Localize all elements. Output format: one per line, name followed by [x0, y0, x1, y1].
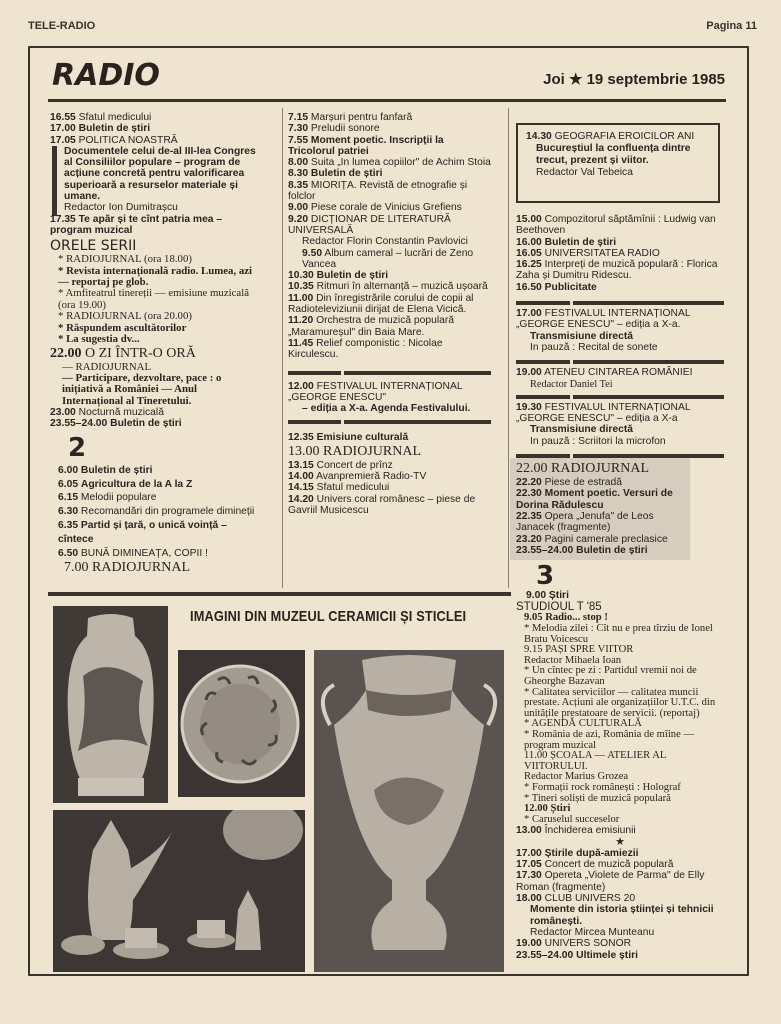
item-title: FESTIVALUL INTERNAȚIONAL „GEORGE ENESCU" – ediția a X-a.	[516, 308, 691, 331]
schedule-item	[516, 534, 684, 545]
schedule-item	[58, 288, 256, 311]
festival-1930	[516, 402, 724, 425]
ateneu-redactor: Redactor Daniel Tei	[530, 378, 613, 390]
item-time: 12.00	[288, 380, 314, 392]
item-text: Buletin de știri	[544, 236, 617, 248]
item-text: * Calitatea serviciilor — calitatea muncii prestate. Acțiuni ale organizațiilor U.T.C. din unitățile prestatoare de servicii. (reportaj)	[524, 686, 716, 719]
amphora-photo	[314, 650, 504, 972]
item-text: Pagini camerale preclasice	[544, 533, 668, 545]
schedule-item	[288, 135, 491, 158]
program2-column-right	[516, 214, 724, 961]
schedule-item	[288, 460, 491, 471]
festival-1200	[288, 381, 491, 404]
item-time: 17.05	[516, 859, 542, 871]
item-text: Buletin de știri	[576, 544, 648, 556]
item-time: 6.15	[58, 492, 79, 504]
festival-1700-pause: In pauză : Recital de sonete	[530, 341, 658, 353]
item-time: 9.20	[288, 213, 309, 225]
section-name: TELE-RADIO	[28, 20, 96, 32]
section-rule	[288, 371, 491, 375]
item-text: Sfatul medicului	[78, 112, 152, 123]
title-rule	[48, 99, 726, 102]
item-time: 16.00	[516, 236, 542, 248]
item-time: 10.35	[288, 281, 314, 293]
item-title: O ZI ÎNTR-O ORĂ	[85, 345, 196, 361]
item-text: 9.15 PAȘI SPRE VIITOR	[524, 644, 634, 656]
item-text: Buletin de știri	[78, 123, 151, 135]
schedule-item	[288, 338, 491, 361]
schedule-item	[516, 893, 724, 904]
item-time: 10.30	[288, 270, 314, 282]
item-text: DICȚIONAR DE LITERATURĂ UNIVERSALĂ	[288, 213, 451, 236]
schedule-item	[288, 281, 491, 292]
schedule-item	[58, 334, 256, 345]
item-title: ATENEU CINTAREA ROMÂNIEI	[544, 367, 693, 379]
museum-title: IMAGINI DIN MUZEUL CERAMICII ȘI STICLEI	[190, 608, 467, 625]
item-text: MIORIȚA. Revistă de etnografie și folclor	[288, 179, 468, 203]
item-text: 12.00 Știri	[524, 803, 571, 815]
item-text: Închiderea emisiunii	[544, 825, 636, 837]
schedule-item	[516, 259, 724, 282]
vase-image	[53, 606, 168, 803]
item-text: Buletin de știri	[110, 418, 182, 430]
item-text: Ritmuri în alternanță – muzică ușoară	[316, 281, 488, 293]
program2-number: 2	[68, 432, 87, 463]
schedule-item	[50, 407, 256, 418]
item-text: Opera „Jenufa" de Leos Janacek (fragmente)	[516, 510, 654, 534]
schedule-item	[58, 505, 256, 519]
column-divider	[282, 108, 283, 588]
item-text: * RADIOJURNAL (ora 20.00)	[58, 310, 192, 323]
item-time: 16.50	[516, 281, 542, 293]
schedule-item	[288, 214, 491, 237]
item-text: 9.05 Radio... stop !	[524, 612, 608, 624]
item-text: Relief componistic : Nicolae Kirculescu.	[288, 337, 443, 361]
schedule-item	[50, 418, 256, 429]
item-text: Buletin de știri	[80, 464, 153, 476]
item-time: 22.30	[516, 488, 542, 500]
item-text: Orchestra de muzică populară „Maramureșul" din Baia Mare.	[288, 315, 455, 338]
schedule-item	[516, 511, 684, 534]
item-text: POLITICA NOASTRĂ	[78, 134, 178, 146]
item-time: 17.00	[50, 123, 76, 135]
item-time: 17.00	[516, 308, 542, 320]
stiri-900: 9.00 Știri	[526, 590, 569, 602]
item-time: 13.00	[516, 825, 542, 837]
program3-number: 3	[536, 561, 555, 592]
item-text: Suita „In lumea copiilor" de Achim Stoia	[310, 157, 491, 169]
item-time: 6.00	[58, 464, 79, 476]
item-text: * Un cîntec pe zi : Partidul vremii noi de Gheorghe Bazavan	[524, 665, 697, 687]
plate-photo	[178, 650, 305, 797]
item-text: * La sugestia dv...	[58, 333, 140, 346]
item-time: 6.30	[58, 506, 79, 518]
item-text: * România de azi, România de mîine — program muzical	[524, 728, 695, 751]
item-text: UNIVERSITATEA RADIO	[544, 247, 660, 259]
item-text: Moment poetic. Inscripții la Tricolorul patriei	[288, 134, 444, 157]
item-text: Buletin de știri	[316, 270, 389, 282]
museum-rule	[48, 592, 511, 596]
item-time: 19.30	[516, 401, 542, 413]
item-text: * Formații rock românești : Holograf	[524, 781, 681, 793]
radiojurnal-2200: 22.00 RADIOJURNAL	[516, 461, 649, 477]
schedule-item	[58, 464, 256, 478]
item-time: 17.05	[50, 134, 76, 146]
item-time: 6.50	[58, 547, 79, 559]
festival-1700	[516, 308, 724, 331]
section-rule	[516, 301, 724, 305]
item-text: Piese corale de Vinicius Grefiens	[310, 202, 462, 214]
schedule-item	[58, 547, 256, 561]
schedule-item	[516, 237, 724, 248]
item-text: Buletin de știri	[310, 168, 383, 180]
item-time: 9.50	[302, 247, 323, 259]
item-title: FESTIVALUL INTERNAȚIONAL „GEORGE ENESCU"	[288, 380, 463, 403]
item-text: Știrile după-amiezii	[544, 847, 639, 859]
item-text: Moment poetic. Versuri de Dorina Rădulescu	[516, 488, 673, 511]
schedule-item	[288, 432, 491, 443]
item-time: 19.00	[516, 367, 542, 379]
schedule-item	[58, 519, 256, 547]
schedule-item	[516, 477, 684, 488]
politica-redactor: Redactor Ion Dumitrașcu	[64, 202, 178, 214]
schedule-item	[58, 491, 256, 505]
item-text: Opereta „Violete de Parma" de Elly Roman (fragmente)	[516, 870, 705, 893]
item-text: Agricultura de la A la Z	[80, 478, 193, 490]
item-time: 6.05	[58, 478, 79, 490]
schedule-item	[524, 688, 724, 720]
tea-set-photo	[53, 810, 305, 972]
program3-items-end	[516, 938, 724, 961]
schedule-item	[288, 157, 491, 168]
page-title: RADIO	[52, 58, 160, 93]
item-time: 19.00	[516, 938, 542, 950]
item-time: 8.35	[288, 179, 309, 191]
schedule-item	[288, 248, 491, 271]
item-time: 12.35	[288, 432, 314, 444]
club-description: Momente din istoria științei și tehnicii românești.	[530, 904, 714, 927]
schedule-item	[524, 751, 724, 772]
program2-items-e	[288, 460, 491, 516]
evening-block	[510, 458, 690, 560]
item-time: 14.15	[288, 482, 314, 494]
box-redactor: Redactor Val Tebeica	[536, 167, 633, 178]
item-text: Melodii populare	[80, 492, 157, 504]
item-text: 11.00 ȘCOALA — ATELIER AL VIITORULUI.	[524, 750, 666, 772]
program2-items-b	[288, 112, 491, 236]
item-time: 7.30	[288, 123, 309, 135]
item-text: Album cameral – lucrări de Zeno Vancea	[302, 247, 474, 270]
schedule-item	[516, 950, 724, 961]
program2-items-g	[516, 477, 684, 556]
item-text: * Răspundem ascultătorilor	[58, 321, 187, 334]
schedule-item	[524, 666, 724, 687]
item-time: 23.55–24.00	[50, 418, 108, 430]
studio-items	[516, 613, 724, 825]
item-time: 23.20	[516, 533, 542, 545]
item-text: Partid și țară, o unică voință – cîntece	[58, 519, 227, 545]
schedule-item	[516, 545, 684, 556]
schedule-item	[50, 123, 256, 134]
item-text: Interpreți de muzică populară : Florica Zaha și Dumitru Ridescu.	[516, 259, 718, 282]
schedule-item	[516, 870, 724, 893]
item-time: 23.55–24.00	[516, 949, 574, 961]
item-text: Compozitorul săptămînii : Ludwig van Beethoven	[516, 214, 716, 237]
date-label: Joi ★ 19 septembrie 1985	[543, 71, 725, 88]
page-header	[28, 20, 757, 36]
item-time: 16.55	[50, 112, 76, 123]
schedule-item	[58, 478, 256, 492]
item-text: * Amfiteatrul tinereții — emisiune muzicală (ora 19.00)	[58, 287, 249, 311]
schedule-item	[50, 112, 256, 123]
festival-1930-sub: Transmisiune directă	[530, 424, 634, 436]
item-text: Recomandări din programele dimineții	[80, 506, 255, 518]
tea-set-image	[53, 810, 305, 972]
program2-items-f	[516, 214, 724, 293]
item-text: BUNĂ DIMINEAȚA, COPII !	[80, 547, 208, 559]
festival-1200-sub: – ediția a X-a. Agenda Festivalului.	[302, 403, 471, 415]
amphora-image	[314, 650, 504, 972]
item-time: 9.00	[288, 202, 309, 214]
schedule-item	[516, 214, 724, 237]
item-time: 16.05	[516, 247, 542, 259]
schedule-item	[288, 293, 491, 316]
schedule-item	[288, 180, 491, 203]
column-divider	[508, 108, 509, 588]
item-text: Emisiune culturală	[316, 432, 409, 444]
section-rule	[516, 395, 724, 399]
schedule-item	[516, 859, 724, 870]
program2-items-d	[288, 432, 491, 443]
item-text: Univers coral românesc – piese de Gavriil Musicescu	[288, 493, 476, 516]
star-divider: ★	[615, 835, 625, 848]
vase-photo	[53, 606, 168, 803]
schedule-item	[50, 214, 256, 237]
festival-1930-pause: In pauză : Scriitori la microfon	[530, 435, 666, 447]
item-text: * Melodia zilei : Cît nu e prea tîrziu de Ionel Bratu Voicescu	[524, 623, 713, 645]
item-time: 7.15	[288, 112, 309, 123]
schedule-item	[288, 202, 491, 213]
schedule-item	[288, 494, 491, 517]
item-text: Nocturnă muzicală	[78, 407, 164, 419]
item-text: Concert de prînz	[316, 459, 393, 471]
item-time: 18.00	[516, 893, 542, 905]
program2-items-a	[50, 464, 256, 561]
item-text: Sfatul medicului	[316, 482, 390, 494]
program1-column	[50, 112, 256, 576]
item-time: 11.45	[288, 337, 314, 349]
item-text: * Tineri soliști de muzică populară	[524, 792, 671, 804]
section-rule	[288, 420, 491, 424]
item-time: 6.35	[58, 519, 79, 531]
schedule-item	[50, 135, 256, 146]
schedule-item	[288, 471, 491, 482]
item-time: 11.20	[288, 315, 314, 327]
item-time: 17.35	[50, 213, 76, 225]
item-2200-sub2: — Participare, dezvoltare, pace : o inițiativă a României — Anul Internațional al Tineretului.	[62, 371, 222, 407]
section-rule	[516, 360, 724, 364]
schedule-item	[288, 315, 491, 338]
item-time: 14.20	[288, 493, 314, 505]
item-text: * Caruselul succeselor	[524, 813, 620, 825]
schedule-item	[288, 270, 491, 281]
item-text: Din înregistrările corului de copii al Radioteleviziunii dirijat de Elena Vicică.	[288, 292, 474, 316]
item-time: 17.00	[516, 847, 542, 859]
schedule-item	[516, 938, 724, 949]
item-title: GEOGRAFIA EROICILOR ANI	[554, 131, 695, 142]
schedule-item	[288, 482, 491, 493]
club-redactor: Redactor Mircea Munteanu	[530, 926, 655, 938]
item-time: 8.30	[288, 168, 309, 180]
box-description: Bucureștiul la confluența dintre trecut, prezent și viitor.	[536, 143, 691, 166]
item-time: 23.00	[50, 407, 76, 419]
item-time: 11.00	[288, 292, 314, 304]
schedule-item	[516, 488, 684, 511]
schedule-item	[524, 624, 724, 645]
schedule-item	[524, 815, 724, 826]
item-text: Piese de estradă	[544, 477, 622, 489]
schedule-item	[516, 248, 724, 259]
schedule-item	[58, 266, 256, 289]
item-time: 7.55	[288, 134, 309, 146]
program2-column-mid	[288, 112, 491, 516]
item-text: Publicitate	[544, 281, 597, 293]
program1-items-b	[50, 407, 256, 430]
schedule-item	[516, 282, 724, 293]
item-time: 22.20	[516, 477, 542, 489]
item-time: 22.35	[516, 510, 542, 522]
geografia-box	[516, 123, 720, 203]
item-title: FESTIVALUL INTERNAȚIONAL „GEORGE ENESCU" – ediția a X-a	[516, 401, 691, 425]
plate-image	[178, 650, 305, 797]
item-time: 16.25	[516, 259, 542, 271]
page-number: Pagina 11	[706, 20, 757, 32]
item-time: 13.15	[288, 459, 314, 471]
item-text: * AGENDĂ CULTURALĂ	[524, 718, 642, 730]
box-heading	[526, 131, 710, 143]
item-2200-sub1: — RADIOJURNAL	[62, 360, 152, 373]
politica-description: Documentele celui de-al III-lea Congres al Consiliilor populare – program de acțiune concretă pentru valorificarea superioară a resurselor materiale și umane.	[64, 145, 256, 203]
section-rule	[516, 454, 724, 458]
item-text: Te apăr și te cînt patria mea – program muzical	[50, 213, 223, 236]
program3-items-after	[516, 848, 724, 904]
schedule-item	[516, 848, 724, 859]
item-text: Ultimele știri	[576, 949, 638, 961]
item-time: 14.30	[526, 131, 552, 142]
program2-items-c	[288, 270, 491, 360]
item-text: Preludii sonore	[310, 123, 380, 135]
festival-1700-sub: Transmisiune directă	[530, 330, 634, 342]
item-time: 14.00	[288, 471, 314, 483]
orele-serii-list	[50, 254, 256, 345]
ateneu	[516, 367, 724, 378]
item-text: CLUB UNIVERS 20	[544, 893, 636, 905]
program1-items-a	[50, 112, 256, 146]
schedule-item	[524, 730, 724, 751]
schedule-item	[288, 123, 491, 134]
item-time: 22.00	[50, 345, 82, 361]
dictionar-redactor: Redactor Florin Constantin Pavlovici	[302, 236, 468, 248]
orele-serii-heading: ORELE SERII	[50, 238, 137, 255]
item-text: Marșuri pentru fanfară	[310, 112, 413, 123]
schedule-item-2200	[50, 346, 256, 362]
radiojurnal-700: 7.00 RADIOJURNAL	[64, 560, 190, 576]
radiojurnal-1300: 13.00 RADIOJURNAL	[288, 443, 421, 459]
item-text: Avanpremieră Radio-TV	[316, 471, 427, 483]
schedule-item	[288, 112, 491, 123]
item-text: * RADIOJURNAL (ora 18.00)	[58, 253, 192, 266]
item-text: Redactor Mihaela Ioan	[524, 654, 622, 666]
schedule-item	[288, 168, 491, 179]
item-time: 8.00	[288, 157, 309, 169]
item-text: Concert de muzică populară	[544, 859, 674, 871]
item-time: 23.55–24.00	[516, 544, 574, 556]
item-text: UNIVERS SONOR	[544, 938, 632, 950]
item-time: 15.00	[516, 214, 542, 225]
item-text: * Revista internațională radio. Lumea, azi — reportaj pe glob.	[58, 264, 253, 289]
item-text: Redactor Marius Grozea	[524, 771, 629, 783]
schedule-item	[516, 825, 724, 836]
studioul-heading: STUDIOUL T '85	[516, 601, 602, 614]
item-time: 17.30	[516, 870, 542, 882]
